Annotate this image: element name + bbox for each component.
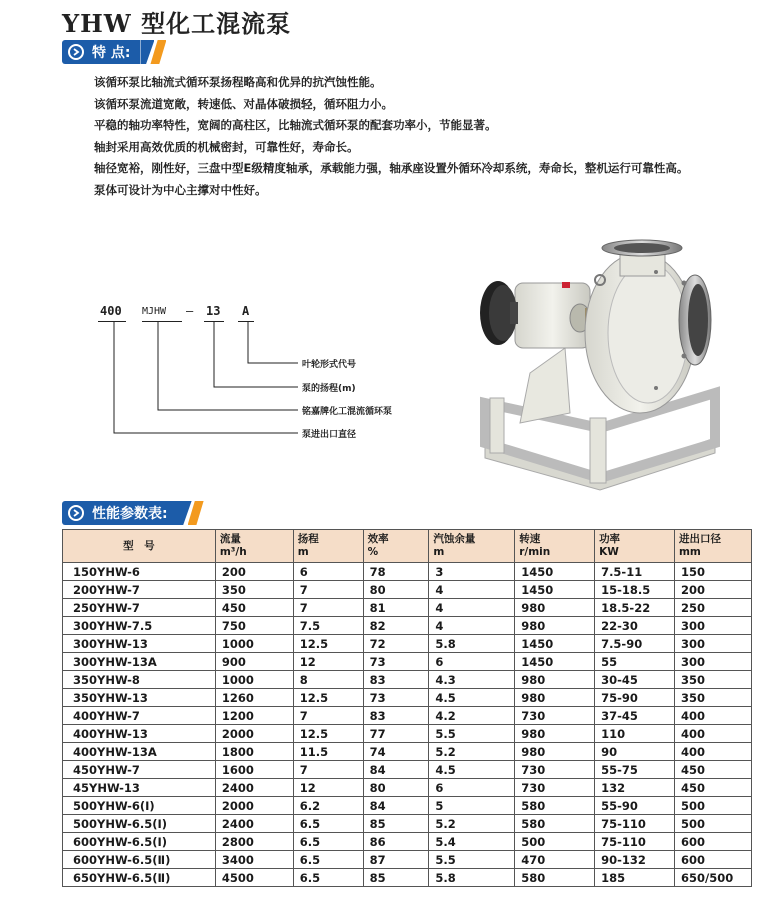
- value-cell: 1000: [215, 635, 293, 653]
- value-cell: 81: [363, 599, 429, 617]
- value-cell: 87: [363, 851, 429, 869]
- value-cell: 6.5: [293, 815, 363, 833]
- value-cell: 580: [515, 815, 595, 833]
- value-cell: 82: [363, 617, 429, 635]
- tab-decoration: [178, 501, 204, 525]
- value-cell: 7: [293, 707, 363, 725]
- value-cell: 350: [215, 581, 293, 599]
- value-cell: 7.5-11: [595, 563, 675, 581]
- value-cell: 400: [674, 707, 751, 725]
- value-cell: 4500: [215, 869, 293, 887]
- value-cell: 5: [429, 797, 515, 815]
- model-cell: 250YHW-7: [63, 599, 216, 617]
- table-row: [63, 797, 752, 815]
- value-cell: 12.5: [293, 725, 363, 743]
- table-row: [63, 671, 752, 689]
- value-cell: 83: [363, 707, 429, 725]
- value-cell: 185: [595, 869, 675, 887]
- features-tab-label: 特 点:: [92, 45, 131, 61]
- model-cell: 150YHW-6: [63, 563, 216, 581]
- value-cell: 110: [595, 725, 675, 743]
- value-cell: 5.5: [429, 725, 515, 743]
- table-row: [63, 779, 752, 797]
- value-cell: 200: [215, 563, 293, 581]
- value-cell: 450: [215, 599, 293, 617]
- value-cell: 84: [363, 797, 429, 815]
- value-cell: 980: [515, 617, 595, 635]
- table-body: [63, 563, 752, 887]
- value-cell: 1800: [215, 743, 293, 761]
- value-cell: 5.2: [429, 743, 515, 761]
- features-list: [62, 72, 752, 201]
- value-cell: 73: [363, 653, 429, 671]
- legend-diameter: 泵进出口直径: [302, 430, 357, 440]
- value-cell: 12.5: [293, 689, 363, 707]
- value-cell: 7.5-90: [595, 635, 675, 653]
- table-row: [63, 707, 752, 725]
- value-cell: 80: [363, 581, 429, 599]
- value-cell: 6: [293, 563, 363, 581]
- value-cell: 730: [515, 707, 595, 725]
- value-cell: 8: [293, 671, 363, 689]
- value-cell: 78: [363, 563, 429, 581]
- value-cell: 1600: [215, 761, 293, 779]
- value-cell: 75-110: [595, 833, 675, 851]
- table-row: [63, 581, 752, 599]
- value-cell: 11.5: [293, 743, 363, 761]
- model-cell: 300YHW-13: [63, 635, 216, 653]
- code-dash: –: [186, 304, 194, 318]
- value-cell: 5.4: [429, 833, 515, 851]
- model-cell: 300YHW-13A: [63, 653, 216, 671]
- column-header: 汽蚀余量 m: [429, 530, 515, 563]
- value-cell: 85: [363, 869, 429, 887]
- column-header: 型 号: [63, 530, 216, 563]
- value-cell: 500: [674, 797, 751, 815]
- value-cell: 132: [595, 779, 675, 797]
- value-cell: 1450: [515, 635, 595, 653]
- value-cell: 12: [293, 779, 363, 797]
- model-cell: 400YHW-13A: [63, 743, 216, 761]
- table-row: [63, 851, 752, 869]
- table-row: [63, 563, 752, 581]
- value-cell: 350: [674, 671, 751, 689]
- value-cell: 300: [674, 653, 751, 671]
- table-row: [63, 833, 752, 851]
- legend-brand: 铭嘉牌化工混流循环泵: [302, 407, 393, 417]
- value-cell: 4.3: [429, 671, 515, 689]
- code-diameter: 400: [100, 304, 122, 318]
- value-cell: 5.8: [429, 635, 515, 653]
- features-tab: [62, 40, 166, 64]
- value-cell: 300: [674, 635, 751, 653]
- value-cell: 450: [674, 779, 751, 797]
- value-cell: 400: [674, 725, 751, 743]
- value-cell: 580: [515, 797, 595, 815]
- table-row: [63, 815, 752, 833]
- value-cell: 75-90: [595, 689, 675, 707]
- value-cell: 300: [674, 617, 751, 635]
- value-cell: 1200: [215, 707, 293, 725]
- value-cell: 5.5: [429, 851, 515, 869]
- table-row: [63, 617, 752, 635]
- feature-paragraph: 该循环泵流道宽敞，转速低、对晶体破损轻，循环阻力小。: [94, 96, 393, 111]
- tab-decoration: [140, 40, 166, 64]
- value-cell: 4: [429, 581, 515, 599]
- model-cell: 600YHW-6.5(Ⅱ): [63, 851, 216, 869]
- feature-paragraph: 该循环泵比轴流式循环泵扬程略高和优异的抗汽蚀性能。: [94, 75, 382, 89]
- code-leader-lines: [90, 300, 420, 450]
- value-cell: 12.5: [293, 635, 363, 653]
- model-cell: 400YHW-13: [63, 725, 216, 743]
- table-row: [63, 635, 752, 653]
- value-cell: 1450: [515, 563, 595, 581]
- value-cell: 1000: [215, 671, 293, 689]
- table-row: [63, 689, 752, 707]
- column-header: 扬程 m: [293, 530, 363, 563]
- value-cell: 980: [515, 689, 595, 707]
- value-cell: 470: [515, 851, 595, 869]
- table-row: [63, 743, 752, 761]
- value-cell: 15-18.5: [595, 581, 675, 599]
- value-cell: 4.2: [429, 707, 515, 725]
- value-cell: 7.5: [293, 617, 363, 635]
- value-cell: 5.8: [429, 869, 515, 887]
- table-row: [63, 653, 752, 671]
- value-cell: 75-110: [595, 815, 675, 833]
- value-cell: 2000: [215, 725, 293, 743]
- value-cell: 12: [293, 653, 363, 671]
- code-series: MJHW: [142, 306, 167, 317]
- feature-paragraph: 轴封采用高效优质的机械密封，可靠性好，寿命长。: [94, 139, 359, 154]
- value-cell: 250: [674, 599, 751, 617]
- feature-paragraph: 轴径宽裕，刚性好，三盘中型E级精度轴承，承载能力强，轴承座设置外循环冷却系统，寿命长，整机运行可靠性高。: [94, 161, 689, 175]
- value-cell: 6.5: [293, 833, 363, 851]
- legend-head: 泵的扬程(m): [302, 384, 356, 394]
- column-header: 效率 %: [363, 530, 429, 563]
- value-cell: 400: [674, 743, 751, 761]
- value-cell: 750: [215, 617, 293, 635]
- performance-tab-label: 性能参数表:: [92, 506, 168, 522]
- table-header-row: [63, 530, 752, 563]
- page-title: YHW 型化工混流泵: [62, 9, 292, 38]
- model-code-diagram: [90, 300, 420, 450]
- value-cell: 600: [674, 833, 751, 851]
- value-cell: 84: [363, 761, 429, 779]
- model-cell: 200YHW-7: [63, 581, 216, 599]
- code-head: 13: [206, 304, 221, 318]
- value-cell: 5.2: [429, 815, 515, 833]
- column-header: 流量 m³/h: [215, 530, 293, 563]
- performance-table: [62, 529, 752, 887]
- value-cell: 350: [674, 689, 751, 707]
- value-cell: 580: [515, 869, 595, 887]
- model-cell: 650YHW-6.5(Ⅱ): [63, 869, 216, 887]
- value-cell: 450: [674, 761, 751, 779]
- code-impeller: A: [242, 304, 250, 318]
- value-cell: 6: [429, 653, 515, 671]
- value-cell: 4: [429, 599, 515, 617]
- table-row: [63, 725, 752, 743]
- value-cell: 200: [674, 581, 751, 599]
- column-header: 进出口径 mm: [674, 530, 751, 563]
- model-cell: 600YHW-6.5(Ⅰ): [63, 833, 216, 851]
- value-cell: 730: [515, 779, 595, 797]
- model-cell: 350YHW-13: [63, 689, 216, 707]
- feature-paragraph: 平稳的轴功率特性，宽阔的高柱区，比轴流式循环泵的配套功率小，节能显著。: [94, 118, 497, 132]
- value-cell: 980: [515, 743, 595, 761]
- value-cell: 3400: [215, 851, 293, 869]
- value-cell: 74: [363, 743, 429, 761]
- value-cell: 150: [674, 563, 751, 581]
- value-cell: 86: [363, 833, 429, 851]
- value-cell: 500: [674, 815, 751, 833]
- circle-chevron-right-icon: [68, 505, 84, 521]
- value-cell: 18.5-22: [595, 599, 675, 617]
- value-cell: 77: [363, 725, 429, 743]
- value-cell: 90-132: [595, 851, 675, 869]
- value-cell: 90: [595, 743, 675, 761]
- value-cell: 6.5: [293, 851, 363, 869]
- value-cell: 1260: [215, 689, 293, 707]
- value-cell: 7: [293, 761, 363, 779]
- value-cell: 7: [293, 599, 363, 617]
- value-cell: 83: [363, 671, 429, 689]
- value-cell: 4.5: [429, 761, 515, 779]
- value-cell: 900: [215, 653, 293, 671]
- value-cell: 80: [363, 779, 429, 797]
- value-cell: 73: [363, 689, 429, 707]
- model-cell: 350YHW-8: [63, 671, 216, 689]
- column-header: 功率 KW: [595, 530, 675, 563]
- value-cell: 55-75: [595, 761, 675, 779]
- value-cell: 55: [595, 653, 675, 671]
- value-cell: 2400: [215, 815, 293, 833]
- table-row: [63, 599, 752, 617]
- value-cell: 730: [515, 761, 595, 779]
- value-cell: 980: [515, 671, 595, 689]
- feature-paragraph: 泵体可设计为中心主撑对中性好。: [94, 182, 267, 197]
- circle-chevron-right-icon: [68, 44, 84, 60]
- column-header: 转速 r/min: [515, 530, 595, 563]
- value-cell: 22-30: [595, 617, 675, 635]
- legend-impeller: 叶轮形式代号: [302, 360, 357, 370]
- value-cell: 1450: [515, 653, 595, 671]
- value-cell: 37-45: [595, 707, 675, 725]
- value-cell: 85: [363, 815, 429, 833]
- model-cell: 500YHW-6.5(Ⅰ): [63, 815, 216, 833]
- model-cell: 450YHW-7: [63, 761, 216, 779]
- model-cell: 500YHW-6(Ⅰ): [63, 797, 216, 815]
- value-cell: 650/500: [674, 869, 751, 887]
- value-cell: 7: [293, 581, 363, 599]
- table-row: [63, 869, 752, 887]
- value-cell: 1450: [515, 581, 595, 599]
- model-cell: 45YHW-13: [63, 779, 216, 797]
- value-cell: 980: [515, 599, 595, 617]
- value-cell: 6: [429, 779, 515, 797]
- performance-tab: [62, 501, 204, 525]
- value-cell: 72: [363, 635, 429, 653]
- table-row: [63, 761, 752, 779]
- value-cell: 2000: [215, 797, 293, 815]
- value-cell: 600: [674, 851, 751, 869]
- value-cell: 2800: [215, 833, 293, 851]
- value-cell: 6.2: [293, 797, 363, 815]
- value-cell: 30-45: [595, 671, 675, 689]
- value-cell: 55-90: [595, 797, 675, 815]
- value-cell: 2400: [215, 779, 293, 797]
- model-cell: 400YHW-7: [63, 707, 216, 725]
- value-cell: 6.5: [293, 869, 363, 887]
- value-cell: 980: [515, 725, 595, 743]
- value-cell: 3: [429, 563, 515, 581]
- value-cell: 4: [429, 617, 515, 635]
- value-cell: 500: [515, 833, 595, 851]
- centrifugal-pump-image: [470, 238, 720, 493]
- model-cell: 300YHW-7.5: [63, 617, 216, 635]
- value-cell: 4.5: [429, 689, 515, 707]
